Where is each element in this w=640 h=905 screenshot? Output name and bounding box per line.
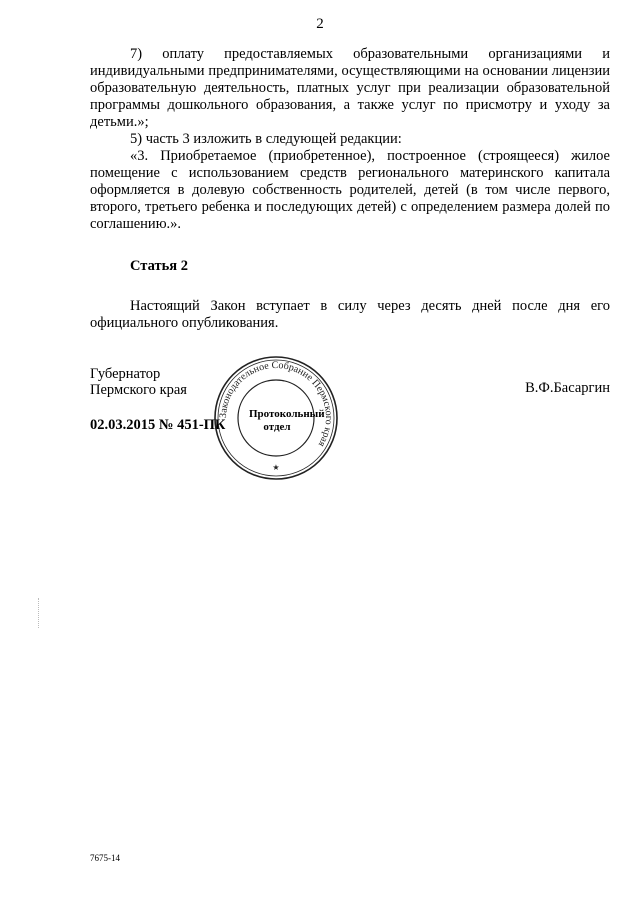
stamp-star-icon: ★ bbox=[272, 463, 280, 472]
paragraph-item-7: 7) оплату предоставляемых образовательными организациями и индивидуальными предпринимателями, осуществляющими на основании лицензии образовательную деятельность, платных услуг при реализации образовательной программы дошкольного образования, а также услуг по присмотру и уходу за детьми.»; bbox=[90, 46, 610, 130]
page-number: 2 bbox=[316, 16, 324, 32]
stamp-ring-text: Законодательное Собрание Пермского края bbox=[217, 359, 335, 449]
governor-title-line1: Губернатор bbox=[90, 366, 161, 382]
document-body bbox=[90, 46, 610, 332]
document-code: 7675-14 bbox=[90, 853, 120, 863]
law-date-number: 02.03.2015 № 451-ПК bbox=[90, 417, 226, 433]
official-stamp bbox=[213, 355, 339, 481]
governor-name: В.Ф.Басаргин bbox=[525, 380, 610, 396]
stamp-inner-line1: Протокольный bbox=[249, 408, 325, 420]
paragraph-item-5: 5) часть 3 изложить в следующей редакции: bbox=[130, 131, 402, 147]
stamp-inner-line2: отдел bbox=[263, 421, 291, 433]
stamp-inner-text bbox=[249, 408, 325, 434]
governor-title bbox=[90, 366, 187, 398]
article-text: Настоящий Закон вступает в силу через десять дней после дня его официального опубликования. bbox=[90, 298, 610, 331]
article-heading: Статья 2 bbox=[130, 258, 188, 274]
paragraph-part-3: «3. Приобретаемое (приобретенное), построенное (строящееся) жилое помещение с использованием средств регионального материнского капитала оформляется в долевую собственность родителей, детей (в том числе первого, второго, третьего ребенка и последующих детей) с определением размера долей по соглашению.». bbox=[90, 148, 610, 232]
margin-mark bbox=[38, 598, 41, 628]
governor-title-line2: Пермского края bbox=[90, 382, 187, 398]
